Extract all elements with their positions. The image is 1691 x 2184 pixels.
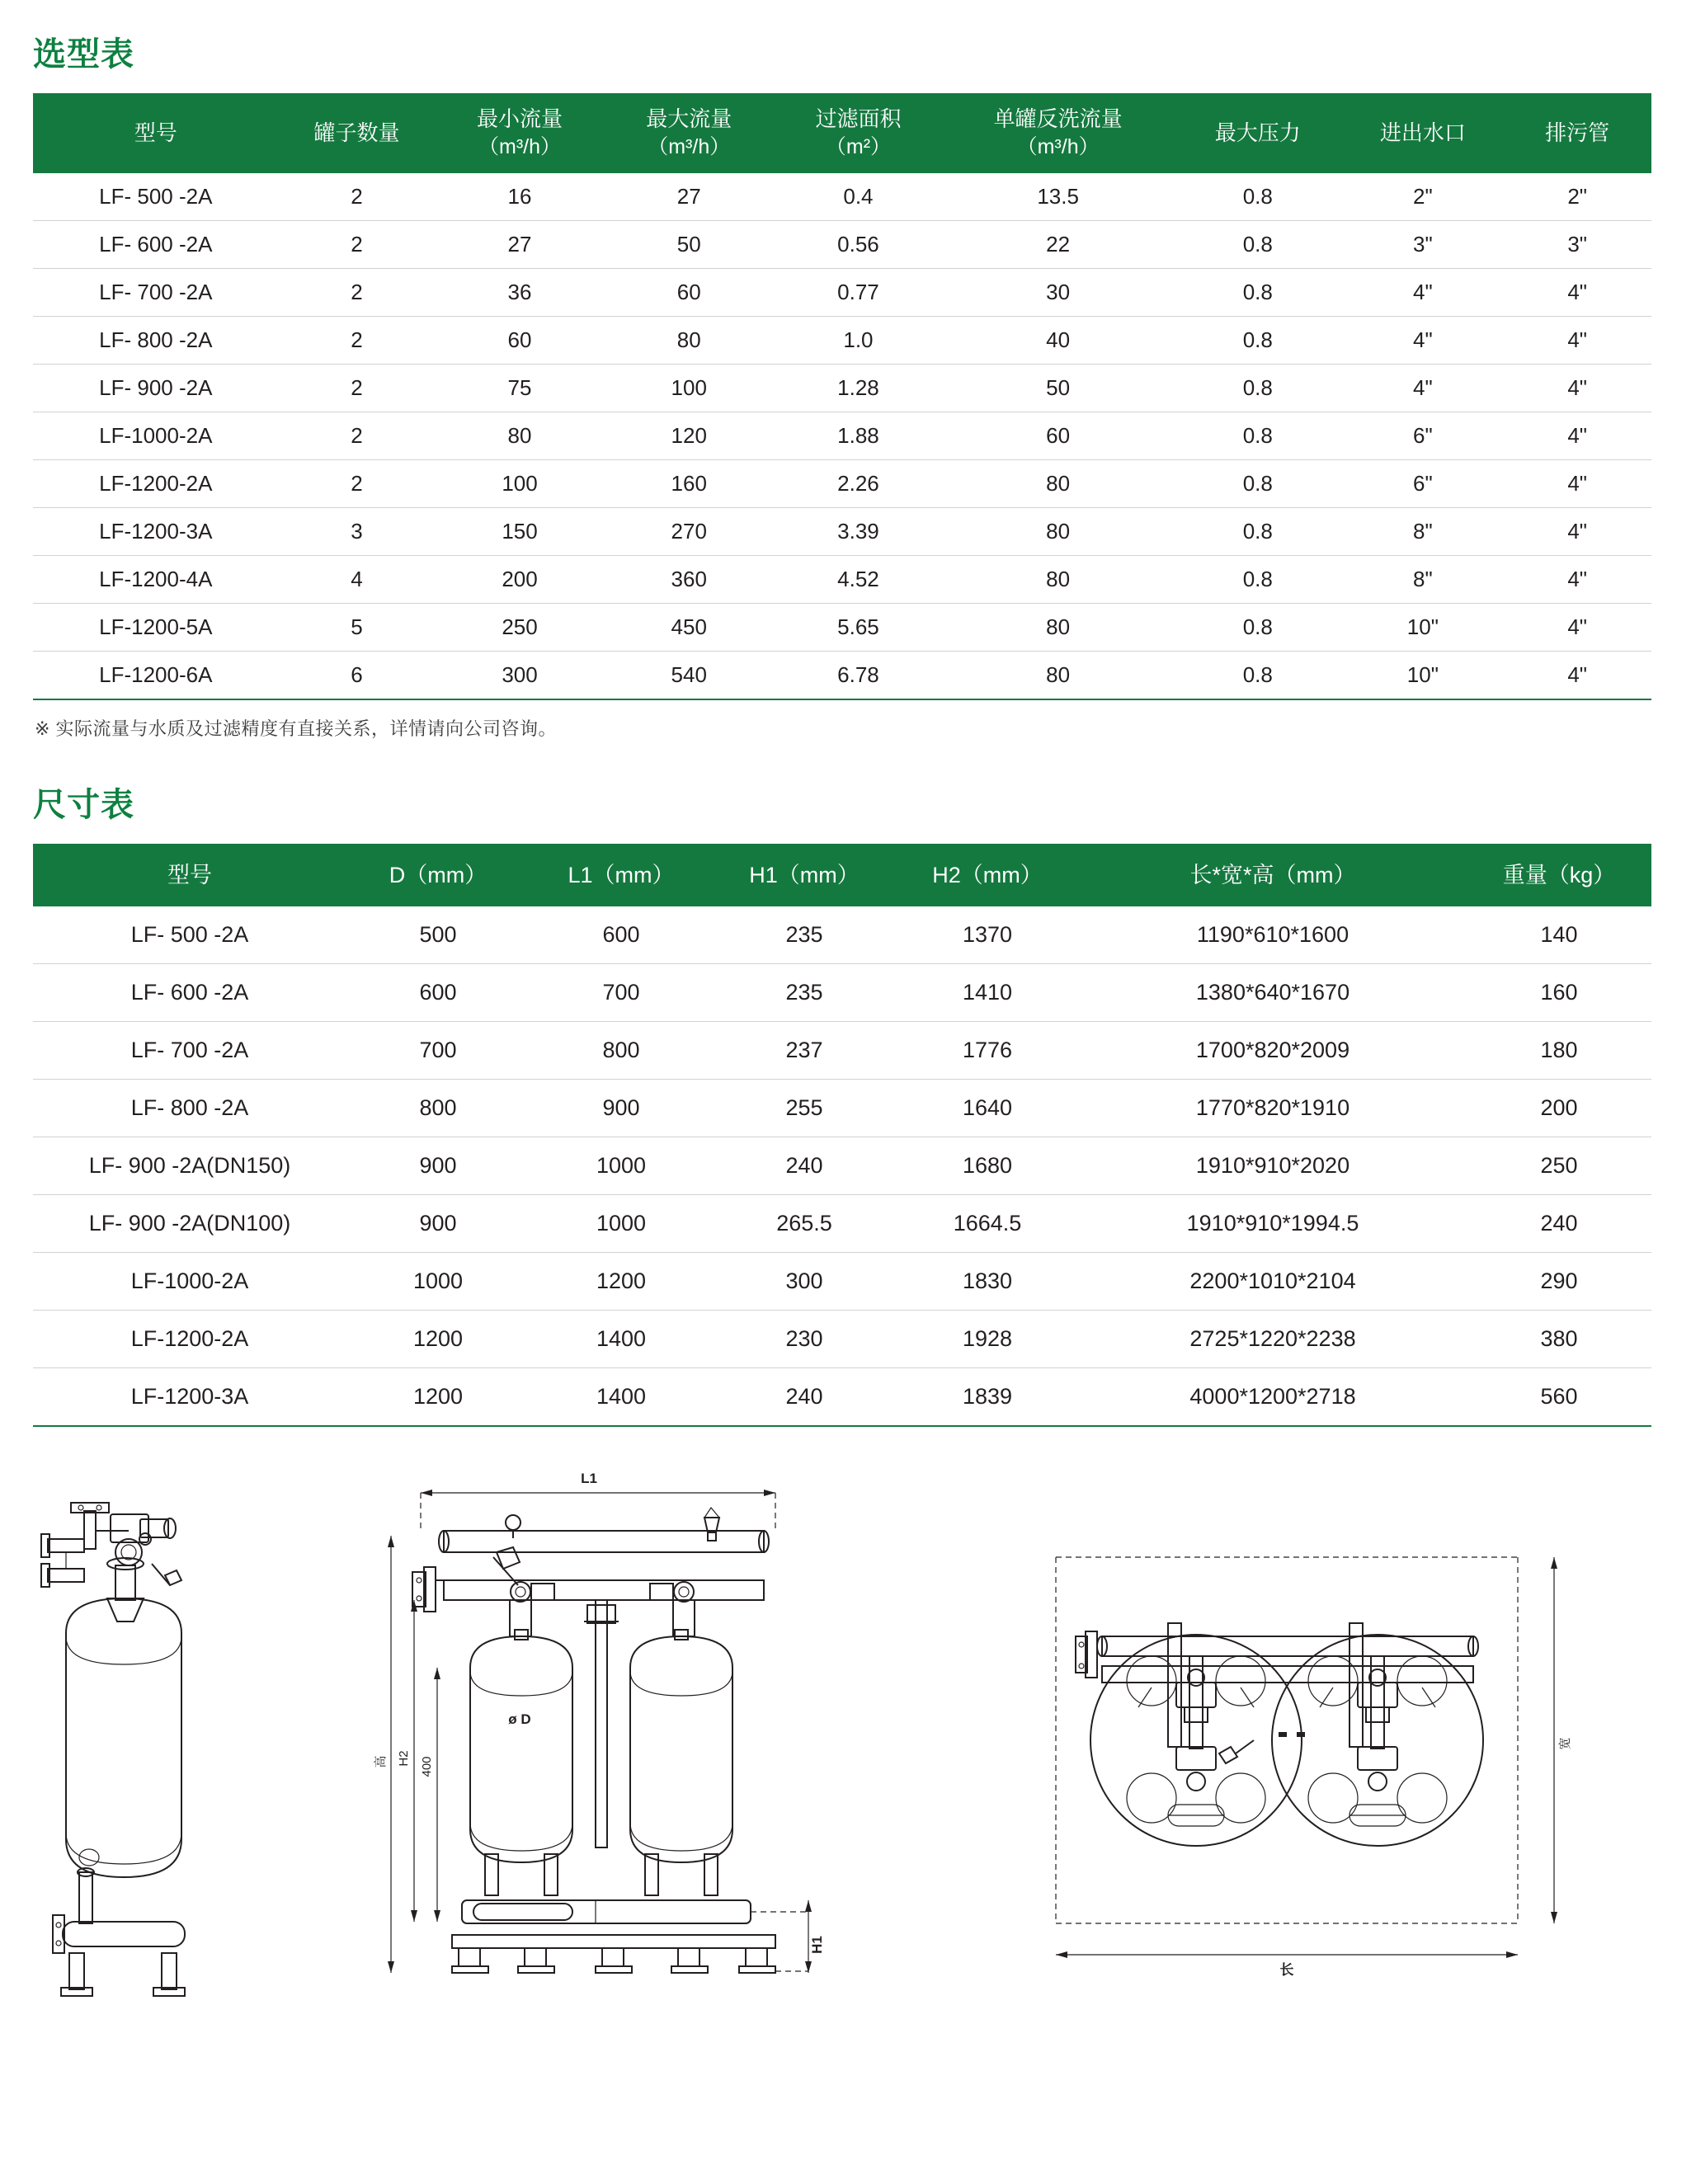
cell-value: 3" [1503,220,1651,268]
cell-value: 1000 [530,1137,713,1195]
col-max-flow [605,93,774,173]
cell-value: 3.39 [774,507,943,555]
cell-value: 1910*910*1994.5 [1079,1195,1467,1253]
cell-model: LF-1200-3A [33,507,279,555]
cell-value: 22 [943,220,1173,268]
cell-model: LF-1200-5A [33,603,279,651]
cell-value: 160 [1467,964,1651,1022]
cell-value: 2200*1010*2104 [1079,1253,1467,1311]
cell-value: 4" [1503,316,1651,364]
cell-model: LF- 900 -2A(DN150) [33,1137,346,1195]
cell-value: 1200 [530,1253,713,1311]
table-row [33,364,1651,412]
cell-value: 900 [530,1080,713,1137]
cell-value: 27 [435,220,604,268]
table-header-row [33,93,1651,173]
cell-value: 1400 [530,1368,713,1427]
cell-value: 27 [605,173,774,221]
cell-value: 120 [605,412,774,459]
cell-value: 6" [1342,459,1503,507]
cell-model: LF- 600 -2A [33,220,279,268]
cell-value: 700 [346,1022,530,1080]
label-height: 高 [374,1755,388,1768]
cell-value: 6" [1342,412,1503,459]
cell-value: 0.8 [1173,364,1342,412]
cell-value: 6.78 [774,651,943,699]
cell-value: 4" [1503,412,1651,459]
cell-value: 0.8 [1173,651,1342,699]
cell-value: 1000 [530,1195,713,1253]
cell-model: LF- 500 -2A [33,173,279,221]
cell-value: 265.5 [713,1195,896,1253]
col-weight-label: 重量（kg） [1502,862,1616,887]
cell-model: LF- 900 -2A [33,364,279,412]
cell-value: 0.8 [1173,268,1342,316]
cell-value: 2 [279,268,436,316]
label-diameter: ø D [508,1711,531,1728]
cell-value: 1700*820*2009 [1079,1022,1467,1080]
cell-model: LF-1000-2A [33,412,279,459]
cell-value: 60 [943,412,1173,459]
col-model-label: 型号 [167,862,212,887]
cell-value: 1.88 [774,412,943,459]
cell-model: LF-1200-3A [33,1368,346,1427]
selection-table-head [33,93,1651,173]
cell-value: 2" [1503,173,1651,221]
cell-value: 240 [713,1368,896,1427]
col-l1 [530,844,713,906]
cell-value: 0.8 [1173,173,1342,221]
cell-value: 3 [279,507,436,555]
figure-front-view [363,1460,874,2004]
table-row [33,1311,1651,1368]
col-water-port [1342,93,1503,173]
cell-model: LF-1200-4A [33,555,279,603]
cell-model: LF-1200-2A [33,459,279,507]
cell-value: 0.8 [1173,507,1342,555]
cell-value: 2" [1342,173,1503,221]
cell-value: 0.56 [774,220,943,268]
cell-value: 80 [943,555,1173,603]
cell-value: 140 [1467,906,1651,964]
cell-value: 1410 [896,964,1079,1022]
cell-value: 10" [1342,651,1503,699]
col-h1 [713,844,896,906]
table-row [33,412,1651,459]
cell-value: 250 [1467,1137,1651,1195]
cell-value: 4" [1503,364,1651,412]
cell-value: 600 [530,906,713,964]
cell-value: 8" [1342,507,1503,555]
cell-value: 30 [943,268,1173,316]
col-model [33,844,346,906]
cell-model: LF-1200-6A [33,651,279,699]
table-row [33,1137,1651,1195]
cell-value: 1380*640*1670 [1079,964,1467,1022]
label-h1: H1 [809,1936,825,1955]
cell-value: 540 [605,651,774,699]
cell-value: 2725*1220*2238 [1079,1311,1467,1368]
dimension-table [33,844,1651,1427]
cell-value: 1680 [896,1137,1079,1195]
cell-value: 4" [1503,268,1651,316]
selection-table-body [33,173,1651,699]
cell-value: 60 [605,268,774,316]
cell-value: 4" [1503,603,1651,651]
col-d [346,844,530,906]
cell-value: 1928 [896,1311,1079,1368]
table-row [33,268,1651,316]
cell-value: 4 [279,555,436,603]
figure-side-view [33,1460,305,2004]
table-row [33,1080,1651,1137]
cell-value: 80 [943,603,1173,651]
cell-value: 6 [279,651,436,699]
cell-value: 500 [346,906,530,964]
table-row [33,316,1651,364]
cell-value: 40 [943,316,1173,364]
cell-value: 240 [1467,1195,1651,1253]
cell-value: 4" [1503,555,1651,603]
col-filter-area-label: 过滤面积 [815,106,902,131]
col-drain-pipe-label: 排污管 [1545,120,1610,145]
cell-value: 5.65 [774,603,943,651]
cell-value: 1839 [896,1368,1079,1427]
cell-value: 1200 [346,1311,530,1368]
cell-value: 75 [435,364,604,412]
label-h2: H2 [397,1750,411,1767]
table-row [33,459,1651,507]
table-row [33,1368,1651,1427]
dimension-table-title: 尺寸表 [33,786,134,823]
cell-value: 300 [713,1253,896,1311]
cell-value: 2 [279,173,436,221]
table-row [33,603,1651,651]
col-lwh [1079,844,1467,906]
cell-value: 2 [279,459,436,507]
cell-model: LF- 600 -2A [33,964,346,1022]
cell-value: 4000*1200*2718 [1079,1368,1467,1427]
label-400: 400 [420,1756,434,1777]
col-backwash-flow [943,93,1173,173]
cell-value: 4" [1503,651,1651,699]
cell-value: 2 [279,364,436,412]
cell-value: 36 [435,268,604,316]
cell-value: 300 [435,651,604,699]
cell-value: 1910*910*2020 [1079,1137,1467,1195]
cell-model: LF- 500 -2A [33,906,346,964]
col-backwash-flow-unit: （m³/h） [1016,135,1100,159]
cell-value: 1000 [346,1253,530,1311]
cell-value: 290 [1467,1253,1651,1311]
cell-value: 80 [943,507,1173,555]
cell-value: 2 [279,220,436,268]
col-h2 [896,844,1079,906]
dimension-table-head [33,844,1651,906]
col-backwash-flow-label: 单罐反洗流量 [993,106,1123,131]
cell-value: 1370 [896,906,1079,964]
cell-value: 60 [435,316,604,364]
label-length: 长 [1279,1962,1294,1979]
table-row [33,1195,1651,1253]
cell-value: 4" [1342,316,1503,364]
label-l1: L1 [581,1471,597,1487]
cell-value: 1640 [896,1080,1079,1137]
col-max-pressure-label: 最大压力 [1214,120,1301,145]
cell-value: 0.4 [774,173,943,221]
cell-value: 1400 [530,1311,713,1368]
cell-value: 1200 [346,1368,530,1427]
cell-value: 180 [1467,1022,1651,1080]
figure-top-view [1006,1460,1584,2004]
cell-value: 380 [1467,1311,1651,1368]
cell-value: 700 [530,964,713,1022]
cell-value: 360 [605,555,774,603]
cell-model: LF-1000-2A [33,1253,346,1311]
cell-value: 200 [1467,1080,1651,1137]
cell-value: 800 [346,1080,530,1137]
cell-value: 255 [713,1080,896,1137]
col-weight [1467,844,1651,906]
cell-value: 13.5 [943,173,1173,221]
cell-value: 5 [279,603,436,651]
cell-value: 80 [605,316,774,364]
selection-table-title: 选型表 [33,36,134,73]
col-filter-area [774,93,943,173]
cell-value: 1776 [896,1022,1079,1080]
label-width: 宽 [1558,1737,1572,1750]
cell-value: 250 [435,603,604,651]
cell-value: 150 [435,507,604,555]
cell-value: 270 [605,507,774,555]
table-row [33,1022,1651,1080]
cell-value: 0.8 [1173,555,1342,603]
cell-value: 100 [435,459,604,507]
cell-value: 0.8 [1173,220,1342,268]
cell-model: LF- 900 -2A(DN100) [33,1195,346,1253]
selection-table [33,93,1651,700]
col-max-flow-unit: （m³/h） [648,135,731,159]
cell-value: 235 [713,906,896,964]
cell-value: 80 [435,412,604,459]
cell-value: 1664.5 [896,1195,1079,1253]
table-row [33,651,1651,699]
col-tank-count-label: 罐子数量 [313,120,400,145]
cell-model: LF- 700 -2A [33,268,279,316]
table-row [33,1253,1651,1311]
cell-value: 230 [713,1311,896,1368]
cell-value: 2 [279,412,436,459]
cell-value: 0.77 [774,268,943,316]
cell-value: 235 [713,964,896,1022]
col-filter-area-unit: （m²） [825,135,892,159]
cell-value: 560 [1467,1368,1651,1427]
cell-value: 2 [279,316,436,364]
cell-value: 450 [605,603,774,651]
cell-model: LF- 800 -2A [33,1080,346,1137]
col-h1-label: H1（mm） [749,862,860,887]
cell-value: 10" [1342,603,1503,651]
cell-model: LF-1200-2A [33,1311,346,1368]
col-d-label: D（mm） [389,862,488,887]
cell-value: 200 [435,555,604,603]
cell-value: 900 [346,1195,530,1253]
cell-value: 800 [530,1022,713,1080]
cell-value: 900 [346,1137,530,1195]
cell-value: 160 [605,459,774,507]
cell-value: 2.26 [774,459,943,507]
cell-model: LF- 700 -2A [33,1022,346,1080]
table-row [33,507,1651,555]
cell-value: 4" [1342,364,1503,412]
cell-value: 3" [1342,220,1503,268]
col-water-port-label: 进出水口 [1379,120,1466,145]
cell-value: 1.28 [774,364,943,412]
cell-value: 0.8 [1173,316,1342,364]
col-min-flow-label: 最小流量 [477,106,563,131]
col-min-flow-unit: （m³/h） [478,135,562,159]
cell-value: 100 [605,364,774,412]
cell-value: 4" [1503,507,1651,555]
cell-value: 4.52 [774,555,943,603]
col-max-pressure [1173,93,1342,173]
table-row [33,555,1651,603]
cell-value: 1.0 [774,316,943,364]
col-tank-count [279,93,436,173]
cell-value: 1770*820*1910 [1079,1080,1467,1137]
cell-value: 4" [1503,459,1651,507]
col-max-flow-label: 最大流量 [646,106,732,131]
cell-value: 50 [943,364,1173,412]
figure-group [33,1460,1651,2004]
cell-value: 80 [943,651,1173,699]
cell-value: 0.8 [1173,412,1342,459]
table-note: ※ 实际流量与水质及过滤精度有直接关系，详情请向公司咨询。 [35,718,558,739]
table-row [33,964,1651,1022]
cell-value: 0.8 [1173,603,1342,651]
cell-value: 600 [346,964,530,1022]
table-row [33,173,1651,221]
col-lwh-label: 长*宽*高（mm） [1189,862,1356,887]
col-l1-label: L1（mm） [568,862,675,887]
table-header-row [33,844,1651,906]
cell-value: 240 [713,1137,896,1195]
cell-value: 80 [943,459,1173,507]
col-model-label: 型号 [134,120,177,145]
cell-value: 1830 [896,1253,1079,1311]
dimension-table-body [33,906,1651,1426]
col-min-flow [435,93,604,173]
cell-model: LF- 800 -2A [33,316,279,364]
cell-value: 237 [713,1022,896,1080]
cell-value: 16 [435,173,604,221]
cell-value: 8" [1342,555,1503,603]
cell-value: 1190*610*1600 [1079,906,1467,964]
table-row [33,220,1651,268]
col-drain-pipe [1503,93,1651,173]
cell-value: 0.8 [1173,459,1342,507]
table-row [33,906,1651,964]
cell-value: 50 [605,220,774,268]
col-model [33,93,279,173]
col-h2-label: H2（mm） [932,862,1043,887]
cell-value: 4" [1342,268,1503,316]
